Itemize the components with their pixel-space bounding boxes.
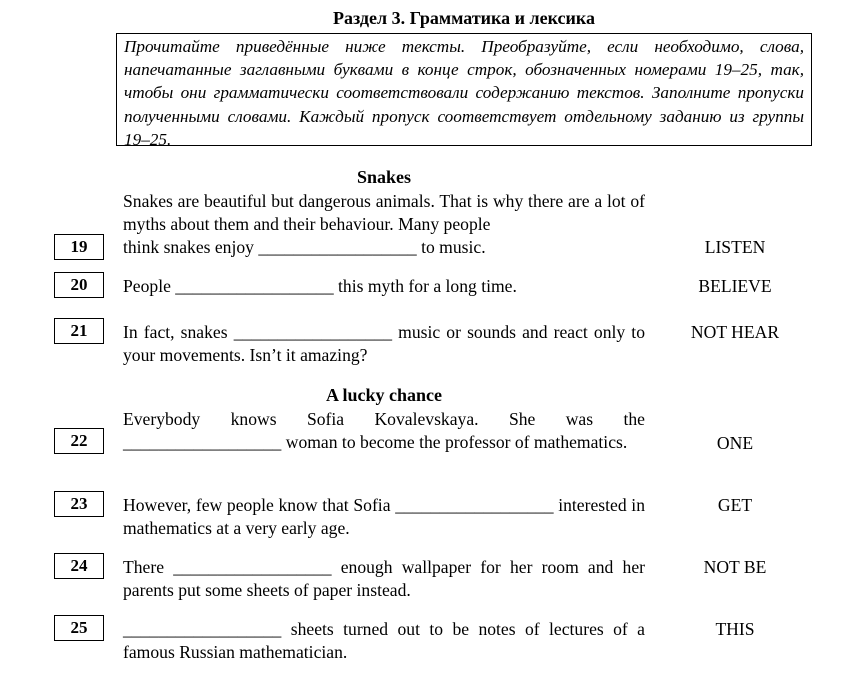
task-word-25: THIS [715, 619, 755, 639]
sentence-text: __________________ sheets turned out to be notes of lectures of a famous Russian mathematician. [123, 619, 645, 663]
task-number-23: 23 [54, 491, 104, 517]
text-intro-snakes [123, 190, 645, 236]
task-number-19: 19 [54, 234, 104, 260]
section-title: Раздел 3. Грамматика и лексика [332, 8, 595, 28]
sentence-text: People __________________ this myth for a long time. [123, 276, 517, 296]
task-sentence-24[interactable] [123, 556, 645, 602]
task-sentence-21[interactable] [123, 321, 645, 367]
task-number-21: 21 [54, 318, 104, 344]
sentence-text: Everybody knows Sofia Kovalevskaya. She was the __________________ woman to become the professor of mathematics. [123, 409, 645, 453]
sentence-text: think snakes enjoy __________________ to music. [123, 237, 486, 257]
task-sentence-22[interactable] [123, 408, 645, 454]
task-word-20: BELIEVE [698, 276, 772, 296]
text-heading-lucky-chance: A lucky chance [325, 385, 442, 405]
instructions-text: Прочитайте приведённые ниже тексты. Преобразуйте, если необходимо, слова, напечатанные заглавными буквами в конце строк, обозначенных номерами 19–25, так, чтобы они грамматически соответствовали содержанию текстов. Заполните пропуски полученными словами. Каждый пропуск соответствует отдельному заданию из группы 19–25. [124, 37, 804, 149]
task-number-22: 22 [54, 428, 104, 454]
sentence-text: However, few people know that Sofia __________________ interested in mathematics at a very early age. [123, 495, 645, 539]
task-word-22: ONE [716, 433, 754, 453]
task-word-23: GET [717, 495, 753, 515]
task-number-24: 24 [54, 553, 104, 579]
sentence-text: In fact, snakes __________________ music or sounds and react only to your movements. Isn’t it amazing? [123, 322, 645, 366]
task-sentence-23[interactable] [123, 494, 645, 540]
instructions-box [116, 33, 812, 149]
task-number-20: 20 [54, 272, 104, 298]
task-sentence-19[interactable] [123, 236, 645, 259]
task-number-25: 25 [54, 615, 104, 641]
task-sentence-25[interactable] [123, 618, 645, 664]
intro-paragraph: Snakes are beautiful but dangerous animals. That is why there are a lot of myths about them and their behaviour. Many people [123, 191, 645, 235]
sentence-text: There __________________ enough wallpaper for her room and her parents put some sheets of paper instead. [123, 557, 645, 601]
task-sentence-20[interactable] [123, 275, 645, 298]
task-word-19: LISTEN [704, 237, 766, 257]
task-word-24: NOT BE [703, 557, 767, 577]
task-word-21: NOT HEAR [690, 322, 780, 342]
text-heading-snakes: Snakes [356, 167, 412, 187]
